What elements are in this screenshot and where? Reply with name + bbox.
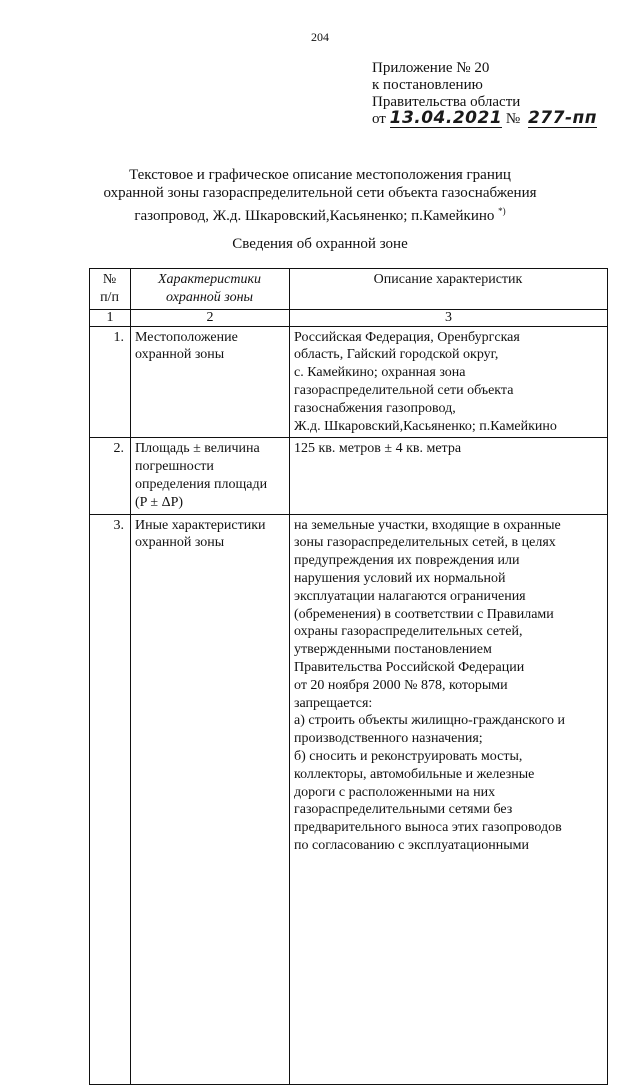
row-characteristic [131,438,290,514]
text-line: охраны газораспределительных сетей, [294,624,523,640]
text-line: погрешности [135,459,214,475]
annex-date: 13.04.2021 [389,108,503,128]
title-line-2: охранной зоны газораспределительной сети объекта газоснабжения [103,185,537,201]
text-line: запрещается: [294,695,373,711]
text-line: на земельные участки, входящие в охранные [294,517,561,533]
header-number [90,269,131,310]
page-number: 204 [311,30,329,44]
text-line: Правительства Российской Федерации [294,659,525,675]
row-description [290,326,608,438]
title-line-3: газопровод, Ж.д. Шкаровский,Касьяненко; п.Камейкино [134,208,495,224]
row-number: 2. [90,438,131,514]
header-characteristics [131,269,290,310]
annex-number: 277-пп [527,108,598,128]
text-line: производственного назначения; [294,731,483,747]
table-row [90,438,608,514]
text-line: Иные характеристики [135,517,266,533]
table-index-row [90,309,608,326]
header-number-line-1: № [102,272,117,287]
footnote-mark: *) [498,206,506,216]
text-line: определения площади [135,476,268,492]
text-line: предварительного выноса этих газопроводов [294,820,562,836]
text-line: (P ± ΔP) [135,494,184,510]
text-line: с. Камейкино; охранная зона [294,365,466,381]
text-line: предупреждения их повреждения или [294,553,520,569]
row-number: 3. [90,514,131,1084]
index-cell: 2 [131,309,290,326]
annex-line-2: к постановлению [372,77,483,93]
annex-date-line [372,108,598,128]
text-line: (обременения) в соответствии с Правилами [294,606,554,622]
text-line: дороги с расположенными на них [294,784,496,800]
text-line: Местоположение [135,329,238,345]
text-line: коллекторы, автомобильные и железные [294,766,535,782]
header-characteristics-line-1: Характеристики [157,272,262,287]
table-row [90,514,608,1084]
text-line: зоны газораспределительных сетей, в целях [294,535,556,551]
text-line: 125 кв. метров ± 4 кв. метра [294,441,462,457]
document-title [60,166,580,225]
text-line: по согласованию с эксплуатационными [294,837,529,853]
annex-block [372,60,597,128]
header-description [290,269,608,310]
annex-line-3: Правительства области [372,94,521,110]
table-row [90,326,608,438]
text-line: утвержденными постановлением [294,642,492,658]
annex-line-1: Приложение № 20 [372,60,490,76]
annex-from-label: от [372,111,386,127]
text-line: область, Гайский городской округ, [294,347,499,363]
text-line: газоснабжения газопровод, [294,400,456,416]
text-line: от 20 ноября 2000 № 878, которыми [294,677,508,693]
text-line: охранной зоны [135,347,225,363]
text-line: эксплуатации налагаются ограничения [294,588,526,604]
text-line: газораспределительной сети объекта [294,382,514,398]
index-cell: 1 [90,309,131,326]
text-line: газораспределительными сетями без [294,802,513,818]
row-characteristic [131,326,290,438]
index-cell: 3 [290,309,608,326]
section-subtitle: Сведения об охранной зоне [232,236,408,252]
header-number-line-2: п/п [100,289,119,305]
header-characteristics-line-2: охранной зоны [165,289,254,305]
text-line: б) сносить и реконструировать мосты, [294,748,523,764]
row-characteristic [131,514,290,1084]
table-header-row [90,269,608,310]
text-line: а) строить объекты жилищно-гражданского и [294,713,565,729]
text-line: нарушения условий их нормальной [294,570,506,586]
annex-no-label: № [505,111,521,127]
row-description [290,514,608,1084]
text-line: Ж.д. Шкаровский,Касьяненко; п.Камейкино [294,418,557,434]
text-line: охранной зоны [135,535,225,551]
protection-zone-table [89,268,608,1085]
header-description-text: Описание характеристик [373,272,523,287]
text-line: Российская Федерация, Оренбургская [294,329,520,345]
text-line: Площадь ± величина [135,441,260,457]
row-description [290,438,608,514]
row-number: 1. [90,326,131,438]
title-line-1: Текстовое и графическое описание местоположения границ [129,167,511,183]
